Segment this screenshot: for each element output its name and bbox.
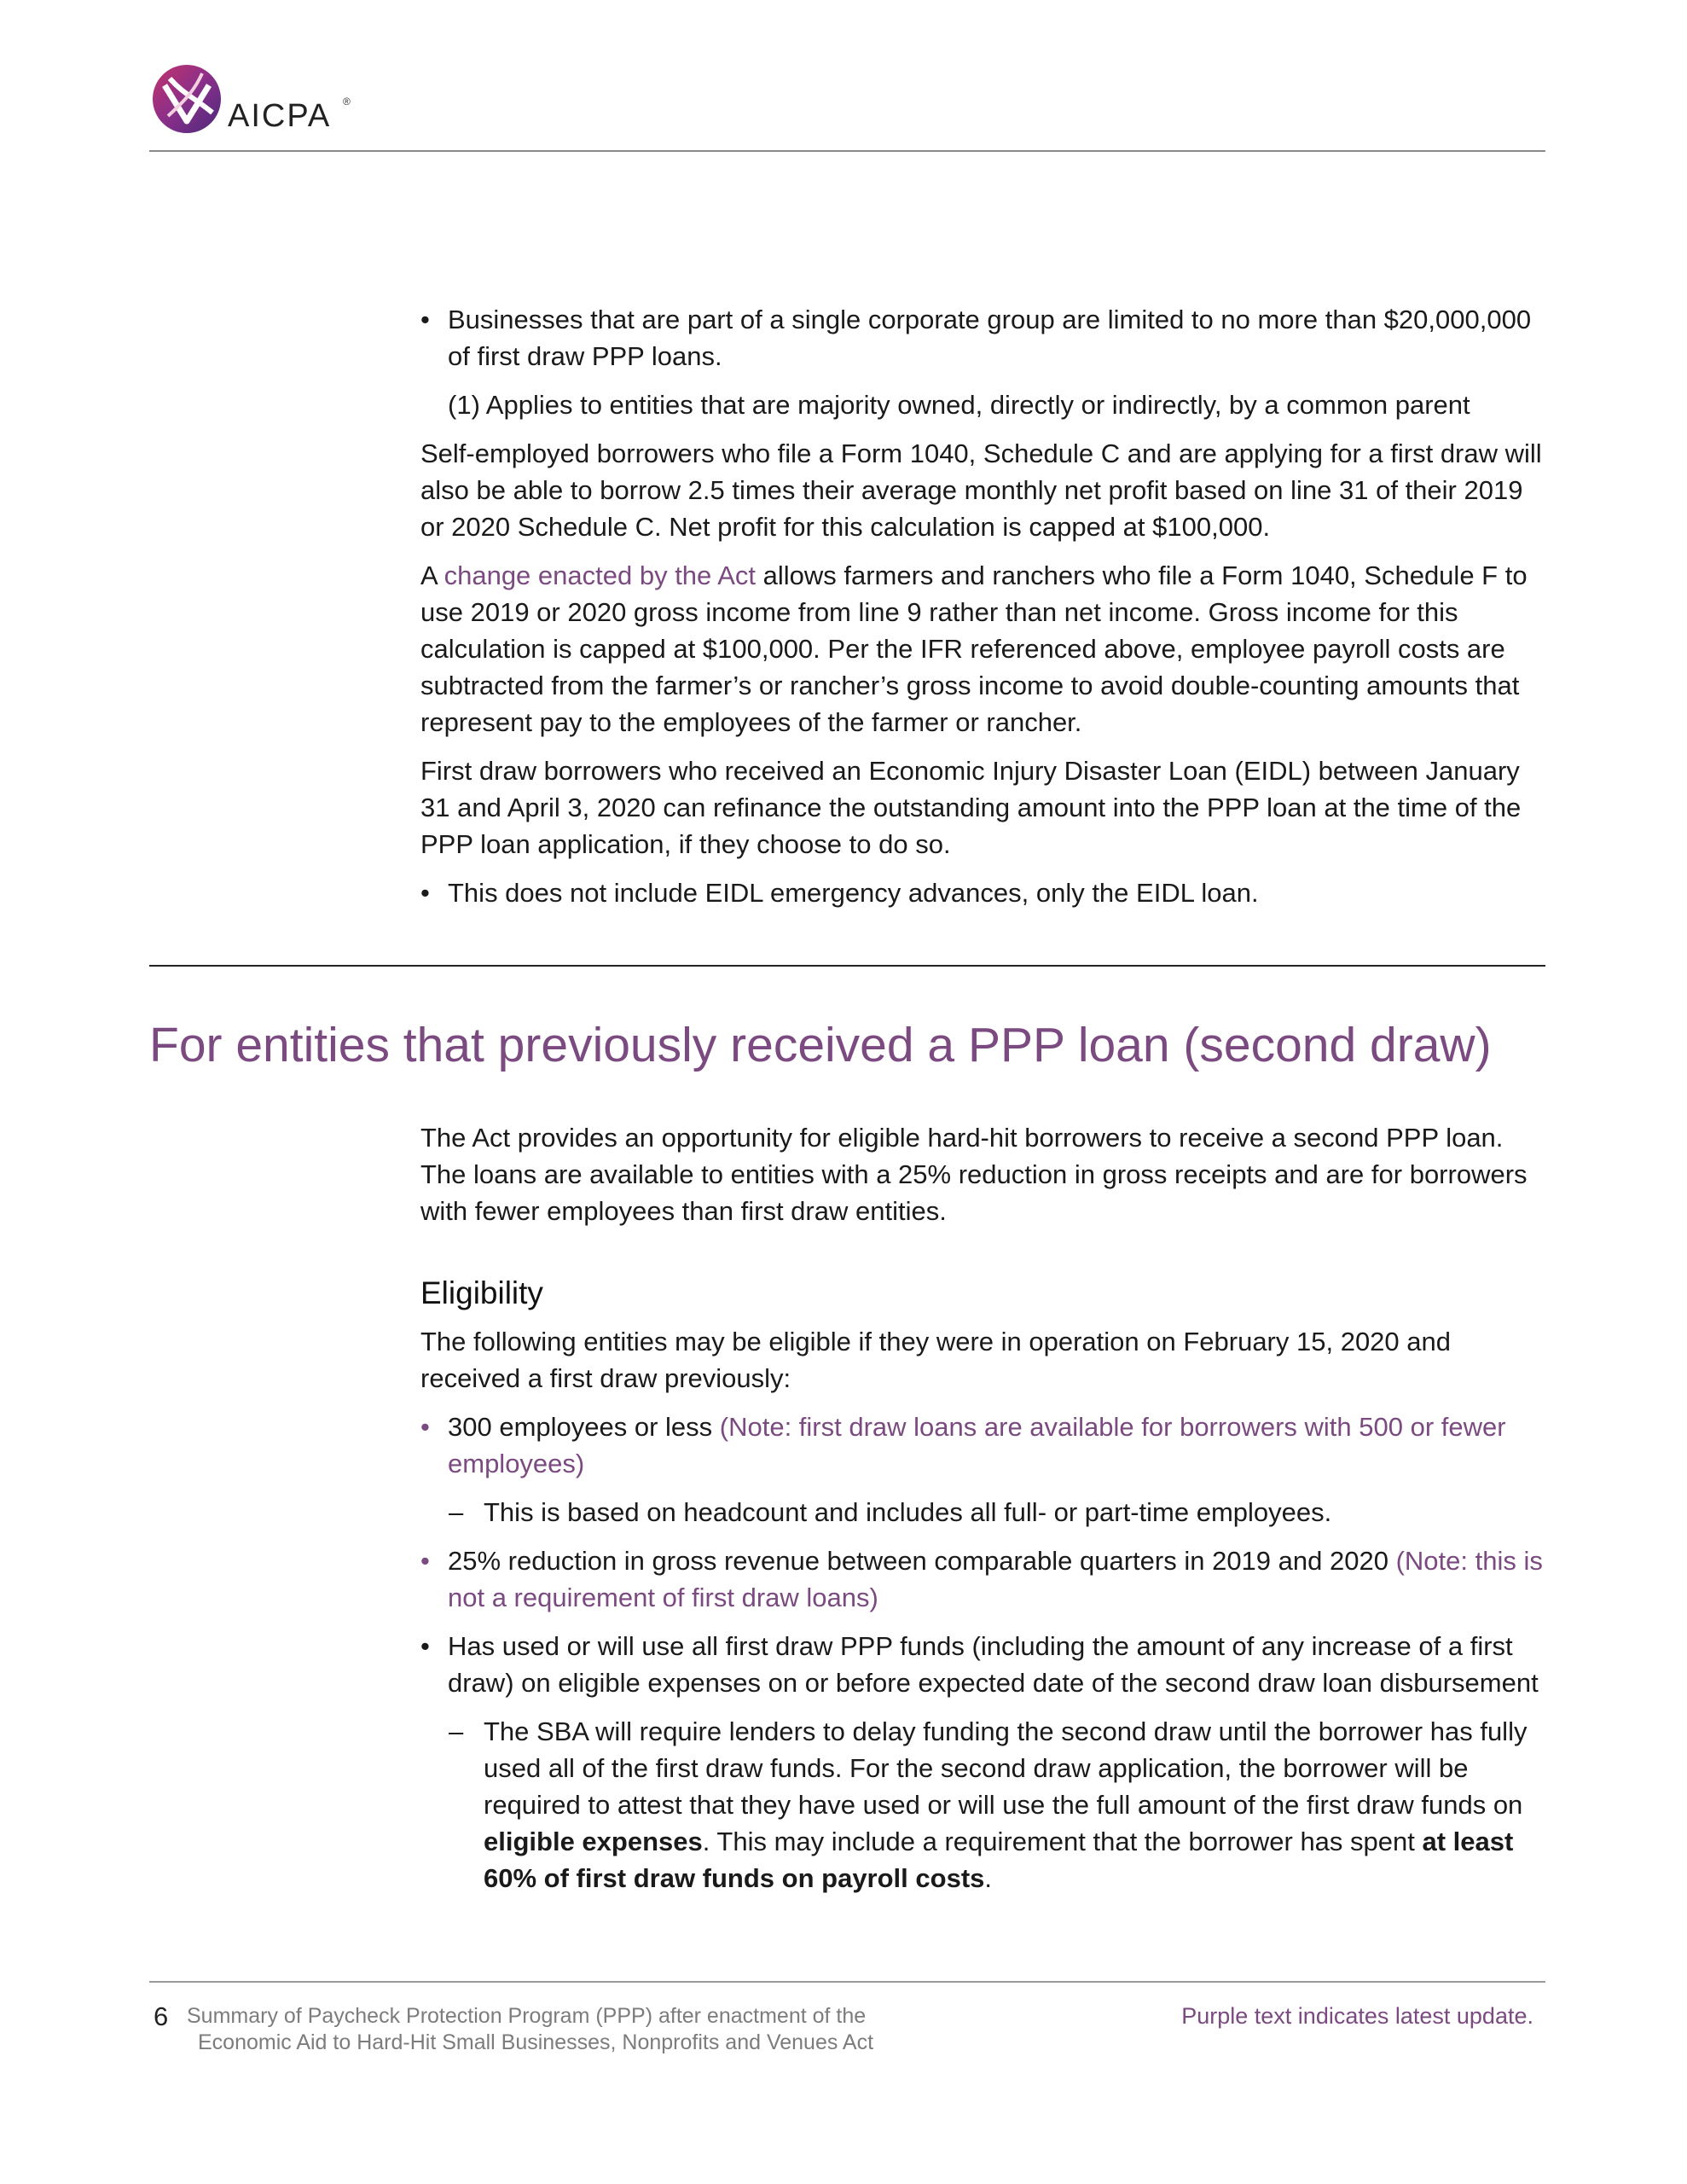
section-title: For entities that previously received a PPP loan (second draw) (149, 1018, 1492, 1072)
bullet-marker: • (420, 1546, 430, 1576)
dash-text: . (984, 1863, 993, 1893)
logo-wordmark: AICPA (228, 98, 332, 134)
footer-doc-title-line-2: Economic Aid to Hard-Hit Small Businesses, Nonprofits and Venues Act (198, 2030, 874, 2054)
bullet-note: (Note: first draw loans are available for borrowers with 500 or fewer employees) (448, 1412, 1506, 1478)
para-text: allows farmers and ranchers who file a Form 1040, Schedule F to use 2019 or 2020 gross income from line 9 rather than net income. Gross income for this calculation is capped at $100,000. Per the IFR referenced above, employee payroll costs are subtracted from the farmer’s or rancher’s gross income to avoid double-counting amounts that represent pay to the employees of the farmer or rancher. (420, 561, 1528, 737)
para-self-employed: Self-employed borrowers who file a Form 1040, Schedule C and are applying for a first draw will also be able to borrow 2.5 times their average monthly net profit based on line 31 of their 2019 or 2020 Schedule C. Net profit for this calculation is capped at $100,000. (420, 439, 1542, 542)
eligibility-heading: Eligibility (420, 1275, 543, 1310)
first-draw-content (420, 301, 1546, 911)
footer-doc-title (187, 2003, 873, 2056)
registered-mark: ® (343, 96, 351, 107)
dash-text: This is based on headcount and includes all full- or part-time employees. (484, 1497, 1332, 1527)
section-divider (149, 965, 1545, 967)
bullet-employee-limit (420, 1409, 1546, 1482)
bullet-corporate-group (420, 301, 1546, 375)
bullet-first-draw-funds (420, 1628, 1546, 1701)
bold-eligible-expenses: eligible expenses (484, 1827, 703, 1856)
bullet-text: Has used or will use all first draw PPP funds (including the amount of any increase of a first draw) on eligible expenses on or before expected date of the second draw loan disbursement (448, 1631, 1539, 1698)
bullet-marker: • (420, 1631, 430, 1661)
dash-sba-requirement (420, 1713, 1546, 1896)
act-change-link[interactable]: change enacted by the Act (443, 561, 756, 590)
bullet-revenue-reduction (420, 1542, 1546, 1616)
dash-marker: – (449, 1716, 464, 1746)
bullet-note: (Note: this is not a requirement of first draw loans) (448, 1546, 1543, 1612)
bold-payroll-costs: at least 60% of first draw funds on payroll costs (484, 1827, 1514, 1893)
page-header (149, 60, 1545, 152)
para-farmers-ranchers (420, 557, 1546, 741)
aicpa-logo-mark-icon (149, 60, 226, 136)
bullet-text: 300 employees or less (448, 1412, 720, 1442)
dash-text: The SBA will require lenders to delay funding the second draw until the borrower has fully used all of the first draw funds. For the second draw application, the borrower will be required to attest that they have used or will use the full amount of the first draw funds on (484, 1716, 1528, 1820)
para-eidl: First draw borrowers who received an Economic Injury Disaster Loan (EIDL) between January 31 and April 3, 2020 can refinance the outstanding amount into the PPP loan at the time of the PPP loan application, if they choose to do so. (420, 756, 1522, 859)
dash-marker: – (449, 1497, 464, 1527)
eligibility-intro: The following entities may be eligible if they were in operation on February 15, 2020 and received a first draw previously: (420, 1327, 1452, 1393)
bullet-text: This does not include EIDL emergency advances, only the EIDL loan. (448, 878, 1259, 908)
note-common-parent: (1) Applies to entities that are majority owned, directly or indirectly, by a common parent (448, 390, 1470, 420)
second-draw-content (420, 1119, 1546, 1896)
para-text: A (420, 561, 444, 590)
dash-headcount (420, 1494, 1546, 1531)
footer-divider (149, 1981, 1545, 1983)
footer-update-note: Purple text indicates latest update. (1181, 2003, 1533, 2029)
page-number: 6 (154, 2001, 169, 2031)
bullet-marker: • (420, 878, 430, 908)
footer-doc-title-line-1: Summary of Paycheck Protection Program (PPP) after enactment of the (187, 2004, 867, 2028)
bullet-text: 25% reduction in gross revenue between comparable quarters in 2019 and 2020 (448, 1546, 1396, 1576)
dash-text: . This may include a requirement that the borrower has spent (702, 1827, 1423, 1856)
bullet-text: Businesses that are part of a single corporate group are limited to no more than $20,000,000 of first draw PPP loans. (448, 305, 1532, 371)
aicpa-logo (149, 60, 371, 142)
bullet-marker: • (420, 1412, 430, 1442)
bullet-eidl-advances (420, 874, 1546, 911)
bullet-marker: • (420, 305, 430, 334)
second-draw-intro: The Act provides an opportunity for eligible hard-hit borrowers to receive a second PPP loan. The loans are available to entities with a 25% reduction in gross receipts and are for borrowers with fewer employees than first draw entities. (420, 1123, 1528, 1226)
